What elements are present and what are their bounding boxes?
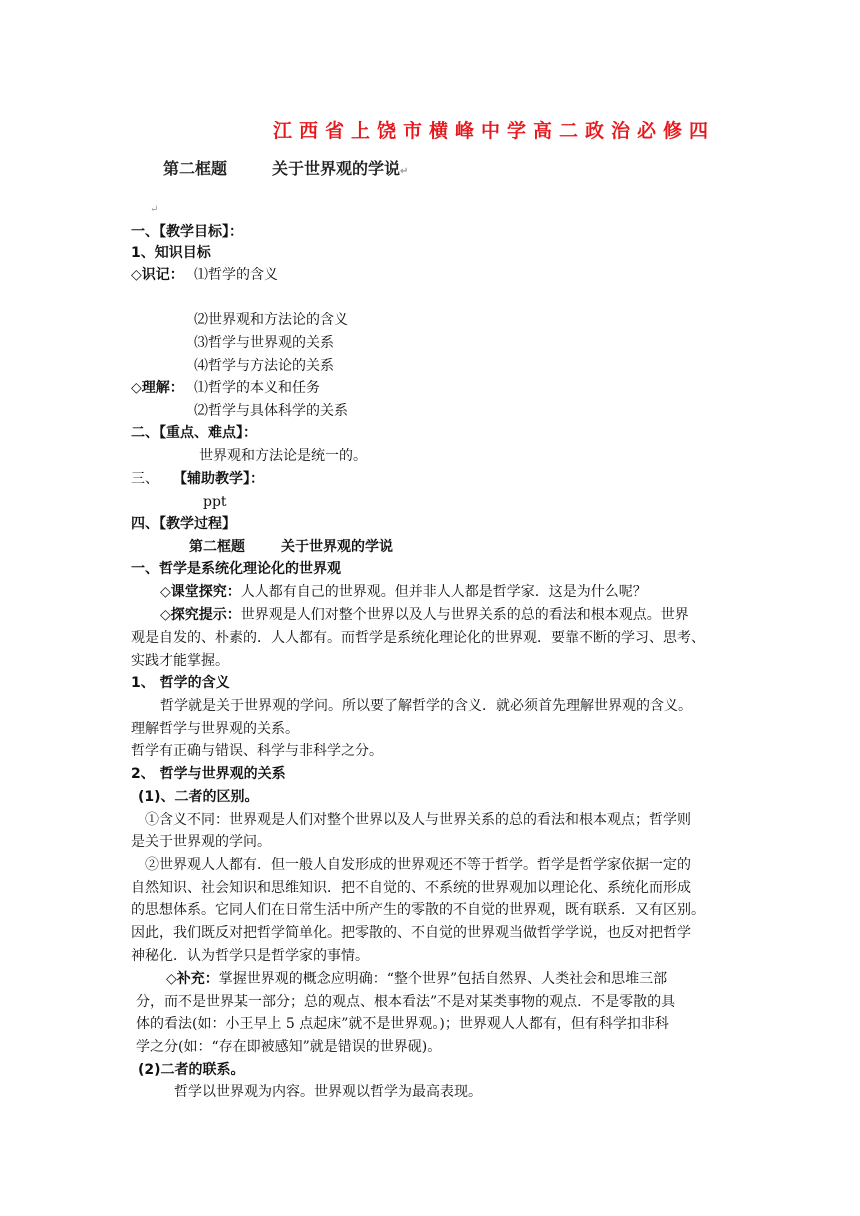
body-text-line: 哲学就是关于世界观的学问。所以要了解哲学的含义．就必须首先理解世界观的含义。 — [160, 698, 692, 714]
supplement-text-line: 体的看法(如：小王早上 5 点起床”就不是世界观。)；世界观人人都有，但有科学扣非科 — [136, 1016, 669, 1032]
recall-item: ⑶哲学与世界观的关系 — [194, 335, 334, 351]
recall-item: ⑵世界观和方法论的含义 — [194, 312, 348, 328]
hint-text-line: 实践才能掌握。 — [131, 653, 229, 669]
relation-heading: (2)二者的联系。 — [138, 1062, 245, 1078]
body-text-line: 哲学有正确与错误、科学与非科学之分。 — [131, 743, 383, 759]
body-text-line: 因此，我们既反对把哲学简单化。把零散的、不自觉的世界观当做哲学学说，也反对把哲学 — [131, 925, 691, 941]
body-text-line: ①含义不同：世界观是人们对整个世界以及人与世界关系的总的看法和根本观点；哲学则 — [145, 812, 691, 828]
understand-label: ◇理解： — [131, 380, 184, 396]
supplement-line — [166, 969, 667, 989]
subtitle-topic: 关于世界观的学说 — [272, 159, 401, 178]
recall-item: ⑴哲学的含义 — [194, 267, 278, 283]
supplement-text-line: 学之分(如：“存在即被感知”就是错误的世界砚)。 — [136, 1039, 442, 1055]
process-heading: 四、【教学过程】 — [131, 516, 236, 532]
keypoints-text: 世界观和方法论是统一的。 — [199, 448, 367, 464]
body-text-line: 理解哲学与世界观的关系。 — [131, 721, 299, 737]
body-text-line: 是关于世界观的学问。 — [131, 834, 271, 850]
supplement-label: ◇补充： — [166, 971, 219, 987]
subsection-heading: 1、 哲学的含义 — [131, 675, 230, 691]
aids-heading-number: 三、 — [131, 471, 159, 487]
aids-heading: 【辅助教学】： — [173, 471, 264, 487]
lesson-subtitle-topic — [272, 156, 408, 179]
knowledge-goal-heading: 1、知识目标 — [131, 245, 211, 261]
paragraph-mark: ↵ — [400, 166, 409, 177]
recall-item: ⑷哲学与方法论的关系 — [194, 358, 334, 374]
recall-label: ◇识记： — [131, 267, 184, 283]
body-text-line: ②世界观人人都有．但一般人自发形成的世界观还不等于哲学。哲学是哲学家依据一定的 — [145, 857, 691, 873]
hint-text: 世界观是人们对整个世界以及人与世界关系的总的看法和根本观点。世界 — [240, 607, 689, 623]
supplement-text-line: 分，而不是世界某一部分；总的观点、根本看法”不是对某类事物的观点．不是零散的具 — [136, 994, 676, 1010]
subtitle-section: 第二框题 — [163, 159, 228, 178]
document-title: 江西省上饶市横峰中学高二政治必修四 — [273, 120, 716, 142]
understand-item: ⑴哲学的本义和任务 — [194, 380, 320, 396]
section-heading: 一、哲学是系统化理论化的世界观 — [131, 561, 341, 577]
process-subheading-section: 第二框题 — [189, 539, 245, 555]
body-text-line: 自然知识、社会知识和思维知识．把不自觉的、不系统的世界观加以理论化、系统化而形成 — [131, 880, 691, 896]
aids-text: ppt — [203, 494, 227, 510]
subsection-heading: 2、 哲学与世界观的关系 — [131, 766, 286, 782]
process-subheading-topic: 关于世界观的学说 — [281, 539, 393, 555]
supplement-text: 掌握世界观的概念应明确：“整个世界”包括自然界、人类社会和思堆三部 — [218, 971, 668, 987]
explore-line — [160, 582, 647, 602]
explore-label: ◇课堂探究： — [160, 584, 241, 600]
lesson-subtitle — [163, 156, 227, 179]
body-text-line: 的思想体系。它同人们在日常生活中所产生的零散的不自觉的世界观，既有联系．又有区别。 — [131, 902, 705, 918]
hint-line — [160, 605, 689, 625]
body-text-line: 哲学以世界观为内容。世界观以哲学为最高表现。 — [174, 1084, 482, 1100]
blank-paragraph-mark: ↵ — [150, 204, 159, 215]
hint-text-line: 观是自发的、朴素的．人人都有。而哲学是系统化理论化的世界观．要靠不断的学习、思考、 — [131, 630, 705, 646]
understand-item: ⑵哲学与具体科学的关系 — [194, 403, 348, 419]
objectives-heading: 一、【教学目标】： — [131, 224, 243, 240]
explore-text: 人人都有自己的世界观。但并非人人都是哲学家．这是为什么呢？ — [240, 584, 647, 600]
body-text-line: 神秘化．认为哲学只是哲学家的事情。 — [131, 948, 369, 964]
keypoints-heading: 二、【重点、难点】： — [131, 425, 257, 441]
difference-heading: (1)、二者的区别。 — [138, 789, 259, 805]
hint-label: ◇探究提示： — [160, 607, 241, 623]
